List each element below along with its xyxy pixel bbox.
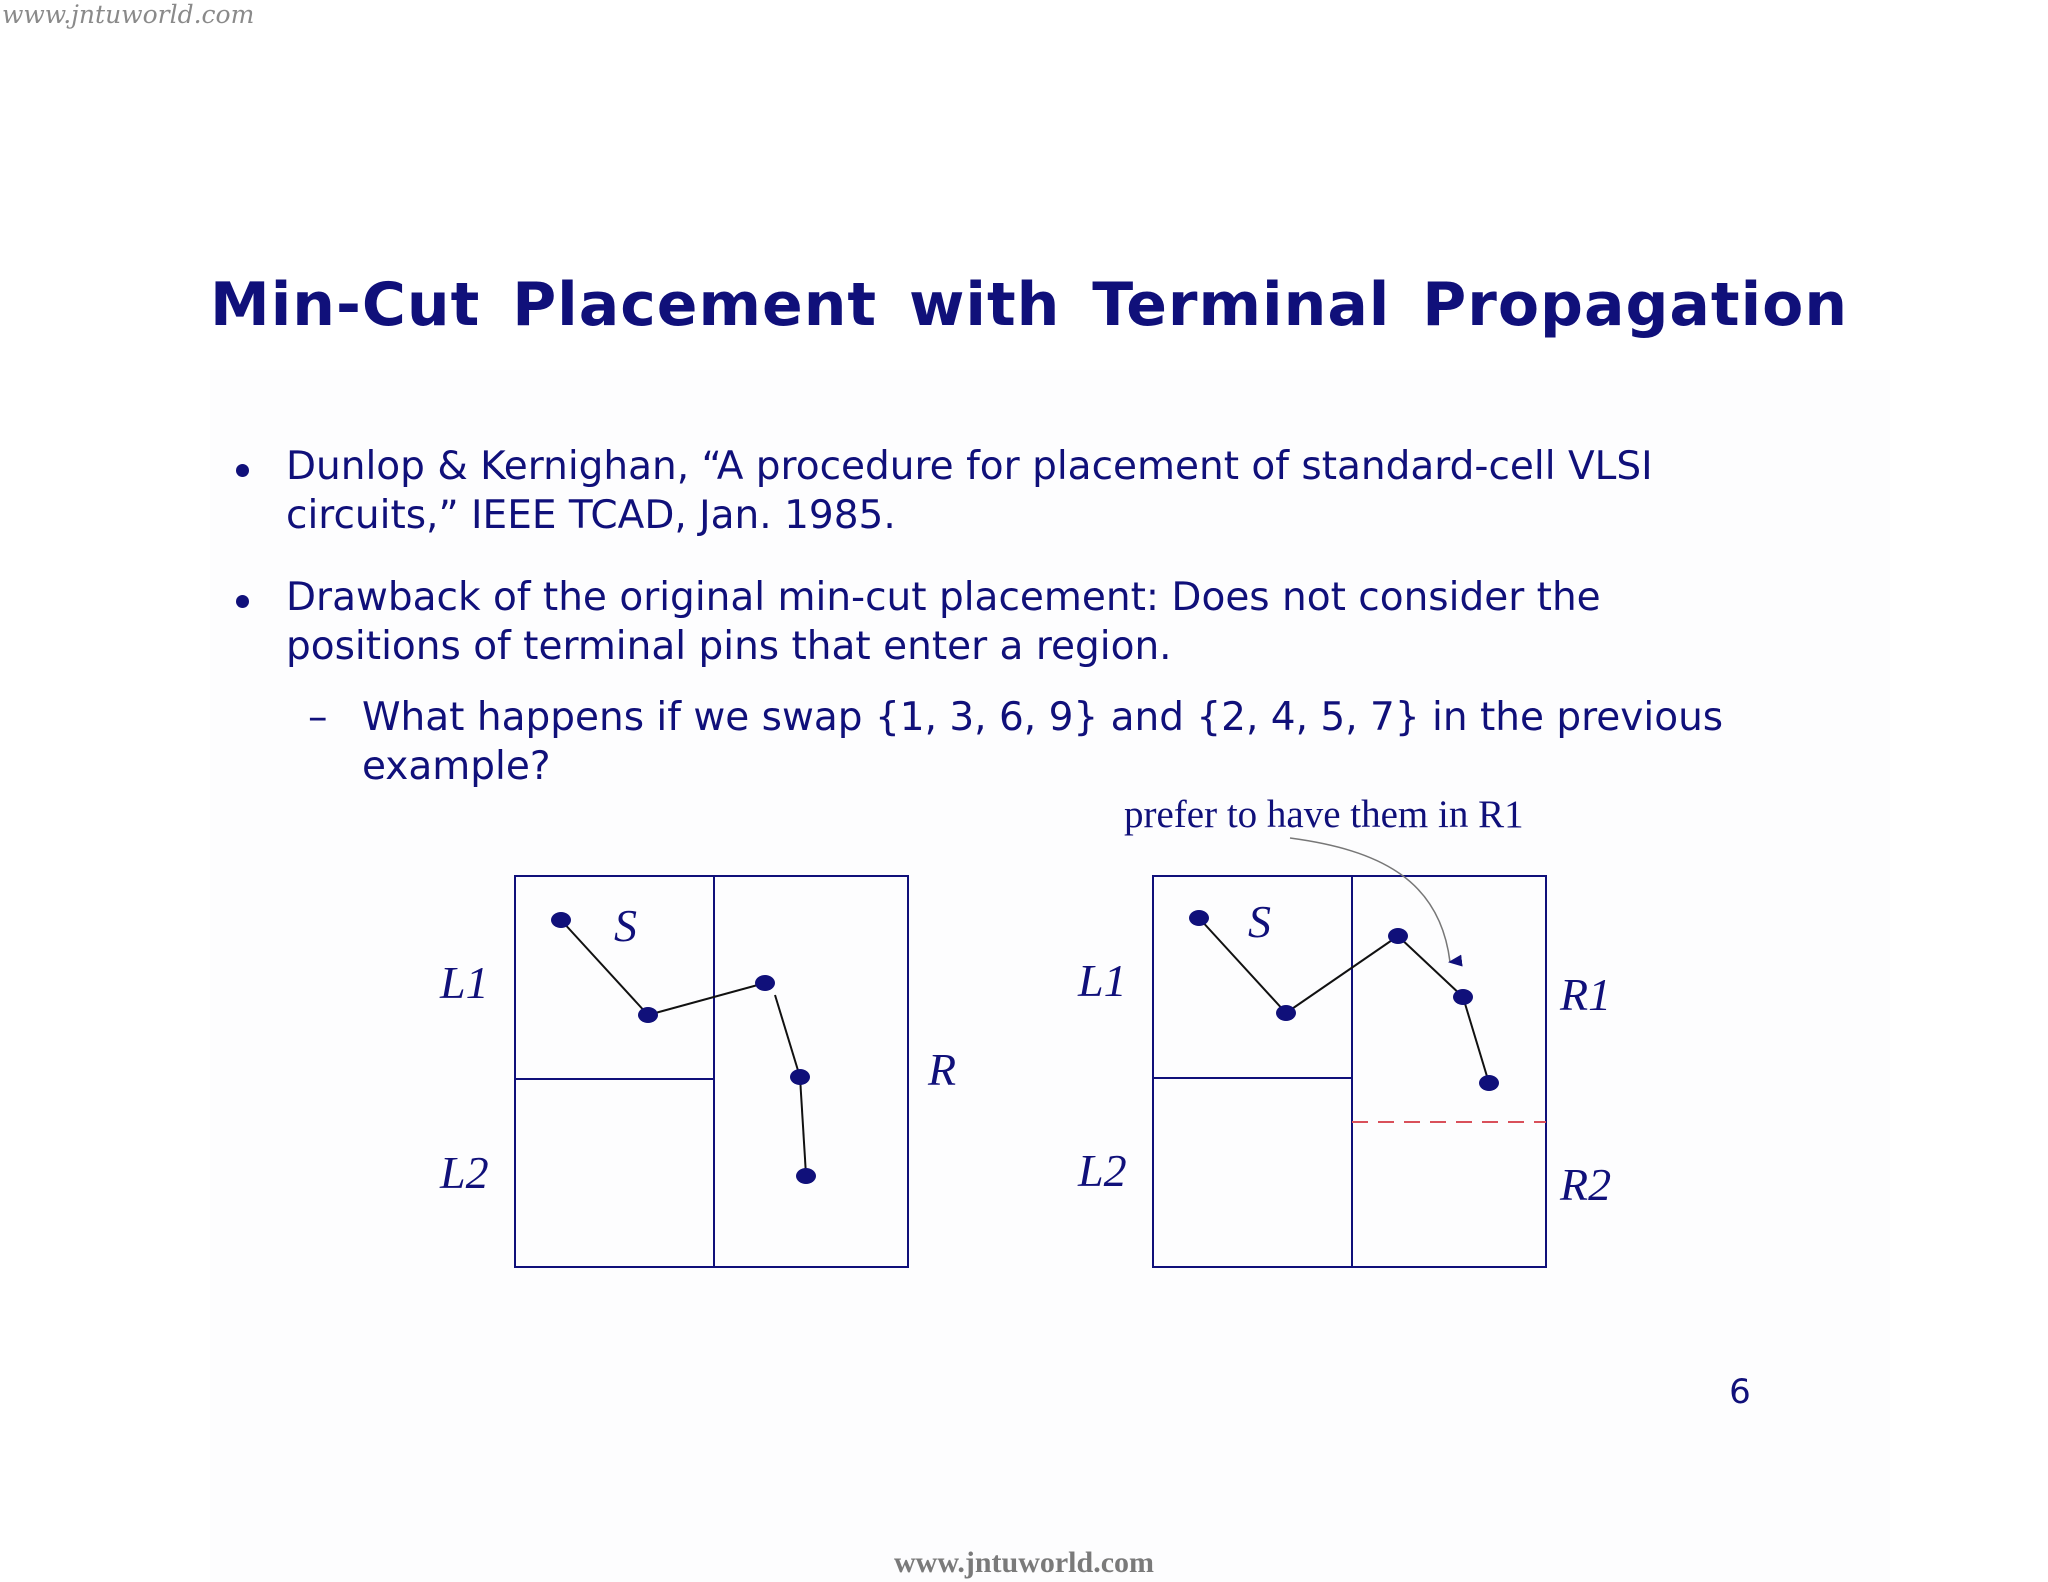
label-l2: L2 — [1078, 1145, 1127, 1196]
cell-node — [796, 1168, 816, 1184]
net-wire — [1463, 997, 1489, 1083]
net-wire — [1199, 918, 1286, 1013]
page-number: 6 — [1729, 1372, 1751, 1412]
cell-node — [638, 1007, 658, 1023]
annotation-arrow — [1290, 838, 1450, 962]
annotation-text: prefer to have them in R1 — [1124, 793, 1524, 836]
net-wire — [1286, 936, 1398, 1013]
label-s: S — [614, 900, 637, 951]
left-nets — [561, 920, 806, 1175]
cell-node — [551, 912, 571, 928]
label-l1: L1 — [440, 957, 489, 1008]
label-r: R — [928, 1044, 957, 1095]
right-placement-diagram — [1153, 876, 1546, 1267]
label-l2: L2 — [440, 1147, 489, 1198]
net-wire — [775, 995, 800, 1077]
label-r1: R1 — [1560, 969, 1612, 1020]
label-r2: R2 — [1560, 1159, 1612, 1210]
sub-bullet-line-1: What happens if we swap {1, 3, 6, 9} and {2, 4, 5, 7} in the previous — [362, 695, 1724, 740]
cell-node — [1388, 928, 1408, 944]
right-region-outline — [1153, 876, 1546, 1267]
net-wire — [800, 1077, 806, 1175]
net-wire — [1398, 936, 1463, 997]
cell-node — [790, 1069, 810, 1085]
right-cells — [1189, 910, 1499, 1091]
label-s: S — [1248, 896, 1271, 947]
bullet-2-line-1: Drawback of the original min-cut placement: Does not consider the — [286, 575, 1601, 620]
label-l1: L1 — [1078, 955, 1127, 1006]
bullet-2-line-2: positions of terminal pins that enter a region. — [286, 624, 1172, 669]
cell-node — [1276, 1005, 1296, 1021]
sub-bullet-marker: – — [308, 695, 328, 740]
watermark-bottom: www.jntuworld.com — [894, 1546, 1154, 1579]
net-wire — [648, 983, 765, 1015]
cell-node — [755, 975, 775, 991]
slide-title: Min-Cut Placement with Terminal Propagation — [210, 270, 1849, 340]
bullet-1-line-2: circuits,” IEEE TCAD, Jan. 1985. — [286, 493, 896, 538]
cell-node — [1453, 989, 1473, 1005]
cell-node — [1189, 910, 1209, 926]
watermark-top: www.jntuworld.com — [2, 0, 255, 29]
cell-node — [1479, 1075, 1499, 1091]
sub-bullet-line-2: example? — [362, 744, 551, 789]
right-nets — [1199, 918, 1489, 1083]
bullet-1-line-1: Dunlop & Kernighan, “A procedure for placement of standard-cell VLSI — [286, 444, 1653, 489]
